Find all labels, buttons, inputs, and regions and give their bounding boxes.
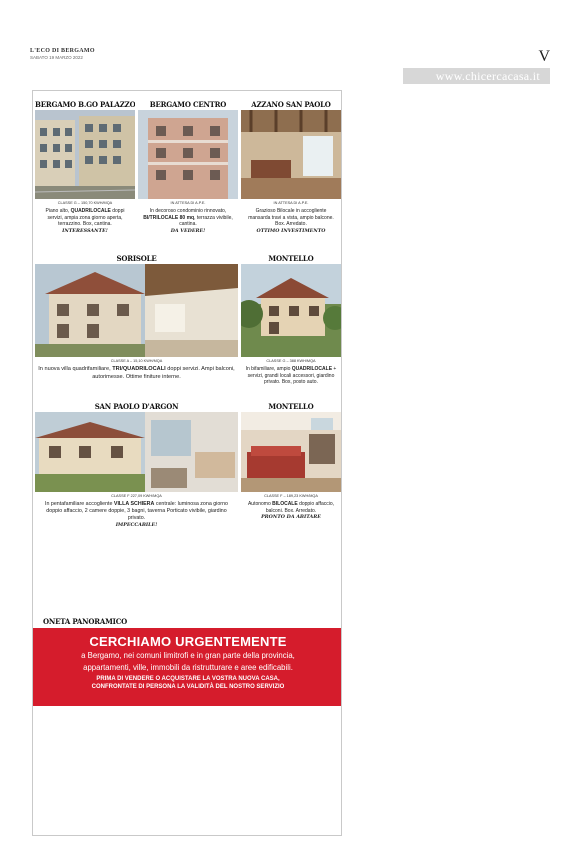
- ad-cell-title: MONTELLO: [268, 402, 314, 411]
- property-photo: [138, 110, 238, 199]
- ad-cell-title: SAN PAOLO D'ARGON: [94, 402, 179, 411]
- ad-cell-description: Autonomo BILOCALE doppio affaccio, balconi. Box. Arredato. PRONTO DA ABITARE: [247, 501, 335, 521]
- ad-cell-description: In pentafamiliare accogliente VILLA SCHIERA centrale: luminosa zona giorno doppio affaccio, 2 camere doppie, 3 bagni, taverna Porticato vivibile, giardino privato. IMPECCABILE!: [45, 501, 228, 528]
- property-photo: [241, 110, 341, 199]
- oneta-panoramico-final[interactable]: [35, 617, 135, 627]
- property-photo: [241, 264, 341, 357]
- ad-cell-title: MONTELLO: [268, 254, 314, 263]
- property-photo: [241, 412, 341, 492]
- ad-cell-description: In decoroso condominio rinnovato, BI/TRILOCALE 80 mq, terrazza vivibile, cantina. DA VEDERE!: [143, 208, 233, 234]
- energy-class: CLASSE G – 388 KWH/MQA: [266, 359, 316, 363]
- energy-class: CLASSE G – 150,70 KWH/MQA: [57, 201, 113, 205]
- urgent-line-2: appartamenti, ville, immobili da ristrutturare e aree edificabili.: [83, 662, 293, 672]
- ad-cell-title: ONETA PANORAMICO: [43, 617, 127, 626]
- ad-cell-title: AZZANO SAN PAOLO: [251, 100, 331, 109]
- ad-cell-description: Piano alto, QUADRILOCALE doppi servizi, ampia zona giorno aperta, terrazzino. Box, cantina. INTERESSANTE!: [45, 208, 125, 234]
- urgent-search-banner: [33, 628, 342, 706]
- page-number: V: [538, 48, 550, 65]
- ad-cell-description: Grazioso Bilocale in accogliente mansarda travi a vista, ampio balcone. Box. Arredato. OTTIMO INVESTIMENTO: [248, 208, 334, 234]
- ad-cell-san-paolo-d-argon[interactable]: [35, 401, 238, 529]
- issue-date: SABATO 19 MARZO 2022: [30, 55, 83, 60]
- urgent-title: CERCHIAMO URGENTEMENTE: [89, 634, 287, 649]
- ad-cell-bergamo-borgo-palazzo[interactable]: [35, 99, 135, 234]
- property-photo: [35, 264, 238, 357]
- urgent-warning-1: PRIMA DI VENDERE O ACQUISTARE LA VOSTRA NUOVA CASA,: [96, 676, 280, 682]
- site-url-banner[interactable]: www.chicercacasa.it: [403, 68, 550, 84]
- energy-class: CLASSE F – 189,23 KWH/MQA: [264, 494, 318, 498]
- agency-advertisement: [32, 90, 342, 836]
- ad-cell-montello-2[interactable]: [241, 401, 341, 521]
- urgent-line-1: a Bergamo, nei comuni limitrofi e in gran parte della provincia,: [81, 651, 295, 660]
- ad-cell-bergamo-centro[interactable]: [138, 99, 238, 234]
- newspaper-name: L'ECO DI BERGAMO: [30, 48, 95, 54]
- property-photo: [35, 412, 238, 492]
- energy-class: CLASSE A – 15,10 KWH/MQA: [110, 359, 163, 363]
- ad-cell-title: BERGAMO B.GO PALAZZO: [35, 100, 135, 109]
- ad-cell-sorisole[interactable]: [35, 253, 238, 381]
- energy-class: CLASSE F 227,09 KWH/MQA: [111, 494, 162, 498]
- ad-cell-title: BERGAMO CENTRO: [149, 100, 227, 109]
- energy-class: IN ATTESA DI A.P.E.: [273, 201, 309, 205]
- property-photo: [35, 110, 135, 199]
- ad-cell-description: In bifamiliare, ampio QUADRILOCALE + servizi, grandi locali accessori, giardino privato. Box, posto auto.: [245, 366, 337, 386]
- urgent-warning-2: CONFRONTATE DI PERSONA LA VALIDITÀ DEL NOSTRO SERVIZIO: [91, 684, 285, 690]
- ad-cell-montello-1[interactable]: [241, 253, 341, 386]
- ad-cell-azzano-san-paolo[interactable]: [241, 99, 341, 234]
- ad-cell-title: SORISOLE: [116, 254, 157, 263]
- energy-class: IN ATTESA DI A.P.E.: [170, 201, 206, 205]
- ad-cell-description: In nuova villa quadrifamiliare, TRI/QUADRILOCALI doppi servizi. Ampi balconi, autorimesse. Ottime finiture interne.: [38, 366, 235, 380]
